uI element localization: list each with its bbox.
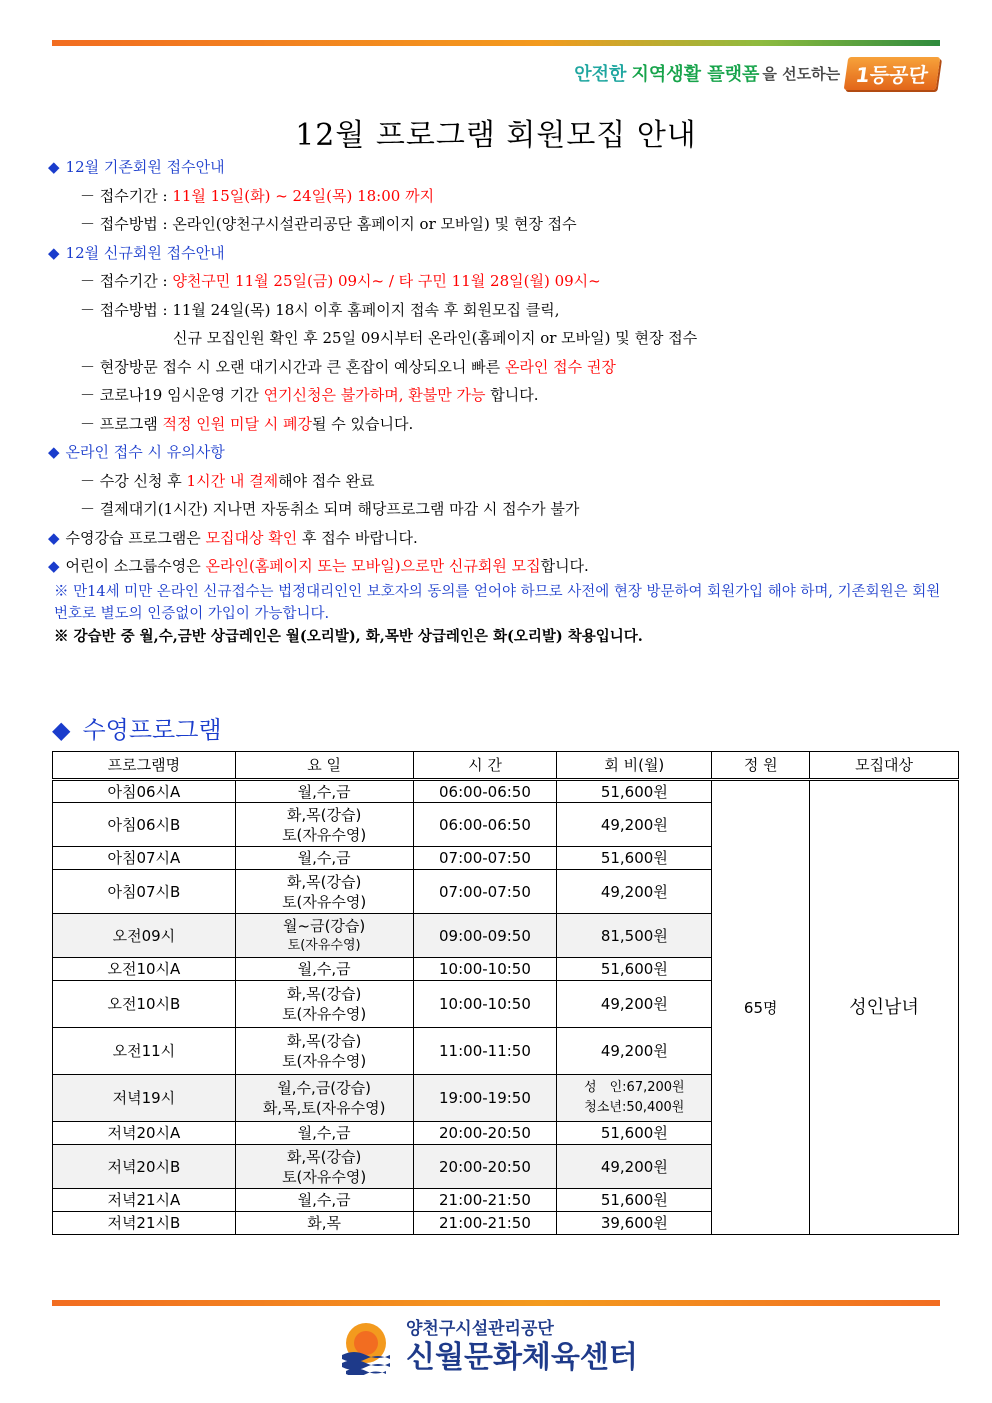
program-table [52, 751, 959, 1235]
cell-fee: 51,600원 [557, 1189, 712, 1212]
footer-text [406, 1318, 638, 1376]
cell-time: 21:00-21:50 [413, 1189, 557, 1212]
wait-notice: － 결제대기(1시간) 지나면 자동취소 되며 해당프로그램 마감 시 접수가 불가 [80, 500, 580, 518]
cell-time: 10:00-10:50 [413, 958, 557, 981]
cell-day: 화,목(강습) 토(자유수영) [235, 803, 413, 847]
section-title: ◆ 수영프로그램 [52, 716, 222, 744]
new-method-2: 신규 모집인원 확인 후 25일 09시부터 온라인(홈페이지 or 모바일) 및 현장 접수 [173, 329, 698, 347]
cell-time: 06:00-06:50 [413, 803, 557, 847]
cell-name: 아침07시B [53, 870, 236, 914]
cell-day: 월,수,금 [235, 1189, 413, 1212]
page-title: 12월 프로그램 회원모집 안내 [295, 118, 697, 153]
cell-name: 아침06시A [53, 780, 236, 803]
slogan-badge: 1등공단 [844, 57, 941, 90]
header-program: 프로그램명 [53, 752, 236, 780]
diamond-icon: ◆ [52, 716, 71, 744]
cell-day: 화,목 [235, 1212, 413, 1235]
cell-day: 화,목(강습) 토(자유수영) [235, 1028, 413, 1075]
cell-name: 오전10시A [53, 958, 236, 981]
table-header-row [53, 752, 959, 780]
cell-time: 07:00-07:50 [413, 870, 557, 914]
existing-header: ◆ 12월 기존회원 접수안내 [48, 158, 225, 176]
header-fee: 회 비(월) [557, 752, 712, 780]
cell-time: 07:00-07:50 [413, 847, 557, 870]
covid-notice: － 코로나19 임시운영 기간 연기신청은 불가하며, 환불만 가능 합니다. [80, 386, 539, 404]
diamond-icon: ◆ [48, 158, 60, 176]
header-day: 요 일 [235, 752, 413, 780]
cancel-notice: － 프로그램 적정 인원 미달 시 폐강될 수 있습니다. [80, 414, 414, 433]
header-target: 모집대상 [810, 752, 959, 780]
cell-target: 성인남녀 [810, 780, 959, 1235]
cell-fee: 49,200원 [557, 870, 712, 914]
slogan-part3: 을 선도하는 [762, 64, 841, 83]
slogan [574, 57, 938, 89]
cell-name: 저녁20시A [53, 1122, 236, 1145]
cell-day: 화,목(강습) 토(자유수영) [235, 981, 413, 1028]
cell-name: 저녁21시B [53, 1212, 236, 1235]
cell-name: 오전09시 [53, 914, 236, 958]
notice-section [48, 153, 948, 653]
new-period: － 접수기간 : 양천구민 11월 25일(금) 09시~ / 타 구민 11월 28일(월) 09시~ [80, 272, 601, 290]
cell-fee: 51,600원 [557, 958, 712, 981]
sun-wave-logo-icon [338, 1319, 394, 1375]
cell-time: 11:00-11:50 [413, 1028, 557, 1075]
bottom-rule [52, 1300, 940, 1306]
online-header: ◆ 온라인 접수 시 유의사항 [48, 443, 225, 461]
cell-name: 저녁19시 [53, 1075, 236, 1122]
cell-fee: 39,600원 [557, 1212, 712, 1235]
cell-name: 저녁21시A [53, 1189, 236, 1212]
cell-fee: 49,200원 [557, 1028, 712, 1075]
new-header: ◆ 12월 신규회원 접수안내 [48, 243, 225, 262]
cell-day: 월,수,금(강습) 화,목,토(자유수영) [235, 1075, 413, 1122]
existing-method: － 접수방법 : 온라인(양천구시설관리공단 홈페이지 or 모바일) 및 현장 접수 [80, 215, 577, 233]
cell-fee: 49,200원 [557, 981, 712, 1028]
cell-name: 아침07시A [53, 847, 236, 870]
diamond-icon: ◆ [48, 243, 60, 262]
cell-fee: 81,500원 [557, 914, 712, 958]
cell-day: 화,목(강습) 토(자유수영) [235, 1145, 413, 1189]
cell-time: 21:00-21:50 [413, 1212, 557, 1235]
header-capacity: 정 원 [712, 752, 810, 780]
note-under14: ※ 만14세 미만 온라인 신규접수는 법정대리인인 보호자의 동의를 얻어야 하므로 사전에 현장 방문하여 회원가입 해야 하며, 기존회원은 회원번호로 별도의 인증없이 가입이 가능합니다. [54, 583, 941, 622]
cell-day: 화,목(강습) 토(자유수영) [235, 870, 413, 914]
slogan-part2: 지역생활 플랫폼 [631, 64, 760, 85]
cell-time: 09:00-09:50 [413, 914, 557, 958]
cell-name: 오전10시B [53, 981, 236, 1028]
cell-day: 월,수,금 [235, 1122, 413, 1145]
cell-day: 월,수,금 [235, 847, 413, 870]
note-lanes: ※ 강습반 중 월,수,금반 상급레인은 월(오리발), 화,목반 상급레인은 화(오리발) 착용입니다. [54, 627, 643, 645]
cell-name: 저녁20시B [53, 1145, 236, 1189]
cell-day: 월~금(강습) 토(자유수영) [235, 914, 413, 958]
cell-fee: 49,200원 [557, 1145, 712, 1189]
table-row [53, 780, 959, 803]
slogan-part1: 안전한 [574, 64, 627, 85]
cell-fee: 51,600원 [557, 780, 712, 803]
top-rule [52, 40, 940, 46]
cell-time: 20:00-20:50 [413, 1145, 557, 1189]
existing-period: － 접수기간 : 11월 15일(화) ~ 24일(목) 18:00 까지 [80, 186, 435, 205]
footer-org: 양천구시설관리공단 [406, 1319, 554, 1339]
cell-time: 10:00-10:50 [413, 981, 557, 1028]
footer-center: 신월문화체육센터 [406, 1340, 638, 1375]
new-method-1: － 접수방법 : 11월 24일(목) 18시 이후 홈페이지 접속 후 회원모집 클릭, [80, 300, 560, 319]
cell-name: 아침06시B [53, 803, 236, 847]
cell-time: 19:00-19:50 [413, 1075, 557, 1122]
cell-day: 월,수,금 [235, 780, 413, 803]
cell-fee: 51,600원 [557, 847, 712, 870]
cell-name: 오전11시 [53, 1028, 236, 1075]
diamond-icon: ◆ [48, 528, 60, 547]
cell-fee: 성 인:67,200원 청소년:50,400원 [557, 1075, 712, 1122]
diamond-icon: ◆ [48, 557, 60, 575]
cell-day: 월,수,금 [235, 958, 413, 981]
header-time: 시 간 [413, 752, 557, 780]
cell-time: 20:00-20:50 [413, 1122, 557, 1145]
footer [338, 1318, 638, 1376]
swim-notice: ◆ 수영강습 프로그램은 모집대상 확인 후 접수 바랍니다. [48, 528, 418, 547]
pay-notice: － 수강 신청 후 1시간 내 결제해야 접수 완료 [80, 471, 375, 490]
cell-capacity: 65명 [712, 780, 810, 1235]
cell-time: 06:00-06:50 [413, 780, 557, 803]
kids-notice: ◆ 어린이 소그룹수영은 온라인(홈페이지 또는 모바일)으로만 신규회원 모집합니다. [48, 557, 589, 575]
cell-fee: 49,200원 [557, 803, 712, 847]
cell-fee: 51,600원 [557, 1122, 712, 1145]
diamond-icon: ◆ [48, 443, 60, 461]
visit-notice: － 현장방문 접수 시 오랜 대기시간과 큰 혼잡이 예상되오니 빠른 온라인 접수 권장 [80, 357, 616, 376]
